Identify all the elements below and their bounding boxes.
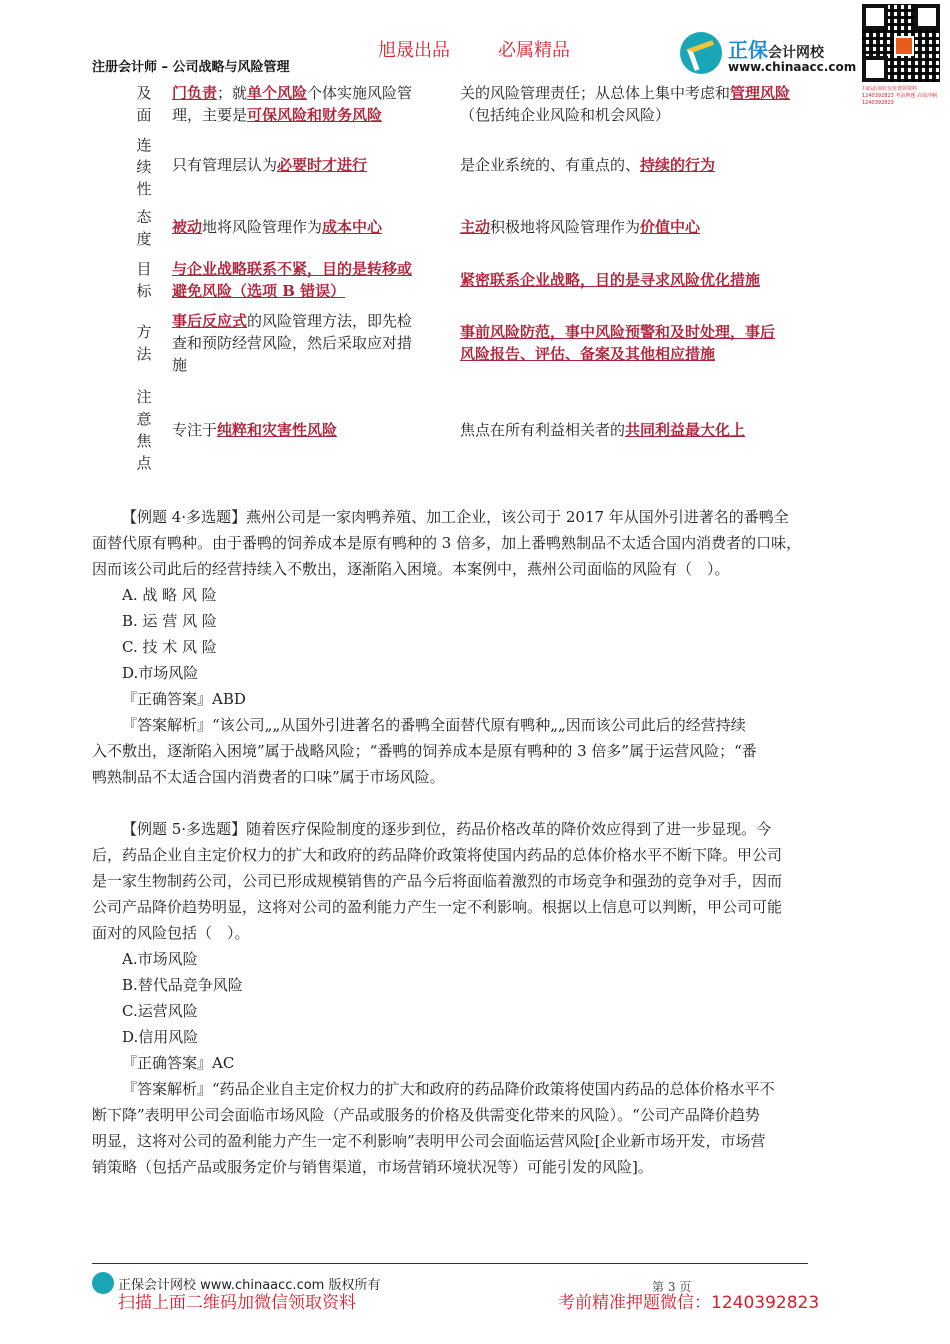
cell-line <box>172 419 452 441</box>
cell-line <box>460 419 830 441</box>
traditional-risk-cell <box>172 82 452 126</box>
key-term: 成本中心 <box>322 218 383 236</box>
enterprise-risk-cell <box>460 216 830 238</box>
plain-text: 焦点在所有利益相关者的 <box>460 421 626 439</box>
key-term: 管理风险 <box>730 84 791 102</box>
plain-text: 只有管理层认为 <box>172 156 278 174</box>
traditional-risk-cell <box>172 258 452 302</box>
qr-caption: 扫码添加好友免费领资料 1240392823 考前押题 高效冲刺 1240392823 <box>862 86 937 106</box>
traditional-risk-cell <box>172 216 452 238</box>
q4-analysis-line: 鸭熟制品不太适合国内消费者的口味”属于市场风险。 <box>92 768 445 786</box>
qr-code-icon <box>862 4 940 82</box>
plain-text: 积极地将风险管理作为 <box>490 218 641 236</box>
plain-text: 施 <box>172 356 188 374</box>
cell-line <box>172 280 452 302</box>
q5-stem-line: 后，药品企业自主定价权力的扩大和政府的药品降价政策将使国内药品的总体价格水平不断下降。甲公司 <box>92 846 783 864</box>
row-label-char: 及 <box>136 84 152 102</box>
logo-emblem-icon <box>680 32 722 74</box>
row-label <box>130 206 158 250</box>
cell-line <box>460 82 830 104</box>
logo-url: www.chinaacc.com <box>728 60 857 74</box>
row-label-char: 焦 <box>136 432 152 450</box>
table-row <box>130 386 830 474</box>
q4-option-b: B. 运 营 风 险 <box>122 612 217 630</box>
key-term: 可保风险和财务风险 <box>247 106 383 124</box>
q5-option-c: C.运营风险 <box>122 1002 198 1020</box>
qr-corner <box>914 4 940 30</box>
enterprise-risk-cell <box>460 82 830 126</box>
cell-line <box>460 269 830 291</box>
key-term: 风险报告、评估、备案及其他相应措施 <box>460 345 716 363</box>
key-term: 单个风险 <box>247 84 308 102</box>
key-term: 必要时才进行 <box>277 156 368 174</box>
cell-line <box>460 343 830 365</box>
plain-text: 地将风险管理作为 <box>202 218 323 236</box>
table-row <box>130 206 830 248</box>
row-label-char: 法 <box>136 345 152 363</box>
plain-text: 是企业系统的、有重点的、 <box>460 156 641 174</box>
table-row <box>130 134 830 196</box>
key-term: 共同利益最大化上 <box>625 421 746 439</box>
cell-line <box>460 104 830 126</box>
cell-line <box>460 154 830 176</box>
footer-divider <box>92 1263 808 1264</box>
table-row <box>130 82 830 126</box>
row-label <box>130 134 158 200</box>
footer-logo-icon <box>92 1272 114 1294</box>
q5-stem-line: 是一家生物制药公司，公司已形成规模销售的产品今后将面临着激烈的市场竞争和强劲的竞争对手，因而 <box>92 872 783 890</box>
q4-analysis-line: 入不敷出，逐渐陷入困境”属于战略风险；“番鸭的饲养成本是原有鸭种的 3 倍多”属于运营风险；“番 <box>92 742 757 760</box>
key-term: 避免风险（选项 B 错误） <box>172 282 346 300</box>
cell-line <box>172 82 452 104</box>
q5-answer: 『正确答案』AC <box>122 1054 235 1072</box>
plain-text: 关的风险管理责任；从总体上集中考虑和 <box>460 84 731 102</box>
row-label-char: 续 <box>136 158 152 176</box>
qr-badge-icon <box>894 36 914 56</box>
cell-line <box>172 154 452 176</box>
row-label <box>130 258 158 302</box>
row-label-char: 态 <box>136 208 152 226</box>
page-number: 第 3 页 <box>652 1280 692 1294</box>
q4-stem-line: 面替代原有鸭种。由于番鸭的饲养成本是原有鸭种的 3 倍多，加上番鸭熟制品不太适合国内消费者的口味， <box>92 534 802 552</box>
cell-line <box>460 321 830 343</box>
qr-corner <box>862 4 888 30</box>
cell-line <box>172 104 452 126</box>
plain-text: 个体实施风险管 <box>307 84 413 102</box>
plain-text: 理，主要是 <box>172 106 248 124</box>
row-label-char: 性 <box>136 180 152 198</box>
plain-text: 查和预防经营风险，然后采取应对措 <box>172 334 413 352</box>
key-term: 持续的行为 <box>640 156 716 174</box>
key-term: 被动 <box>172 218 203 236</box>
key-term: 门负责 <box>172 84 218 102</box>
enterprise-risk-cell <box>460 321 830 365</box>
slogan-left: 旭晟出品 <box>378 40 450 61</box>
q5-analysis-line: 『答案解析』“药品企业自主定价权力的扩大和政府的药品降价政策将使国内药品的总体价格水平不 <box>122 1080 775 1098</box>
plain-text: ；就 <box>217 84 248 102</box>
traditional-risk-cell <box>172 310 452 376</box>
q5-analysis-line: 销策略（包括产品或服务定价与销售渠道，市场营销环境状况等）可能引发的风险]。 <box>92 1158 653 1176</box>
q4-answer: 『正确答案』ABD <box>122 690 246 708</box>
key-term: 事前风险防范，事中风险预警和及时处理，事后 <box>460 323 776 341</box>
footer-copyright: 正保会计网校 www.chinaacc.com 版权所有 <box>118 1278 381 1293</box>
logo-title <box>728 34 824 63</box>
cell-line <box>172 332 452 354</box>
q5-stem-line: 【例题 5·多选题】随着医疗保险制度的逐步到位，药品价格改革的降价效应得到了进一步显现。今 <box>122 820 772 838</box>
qr-corner <box>862 56 888 82</box>
cell-line <box>172 310 452 332</box>
enterprise-risk-cell <box>460 154 830 176</box>
footer-promo-right: 考前精准押题微信：1240392823 <box>558 1293 820 1313</box>
table-row <box>130 310 830 376</box>
key-term: 价值中心 <box>640 218 701 236</box>
cell-line <box>172 354 452 376</box>
traditional-risk-cell <box>172 419 452 441</box>
row-label <box>130 321 158 365</box>
key-term: 事后反应式 <box>172 312 248 330</box>
row-label-char: 方 <box>136 323 152 341</box>
q4-stem-line: 因而该公司此后的经营持续入不敷出，逐渐陷入困境。本案例中，燕州公司面临的风险有（ ）。 <box>92 560 730 578</box>
plain-text: 专注于 <box>172 421 218 439</box>
cell-line <box>460 216 830 238</box>
cell-line <box>172 216 452 238</box>
row-label-char: 标 <box>136 282 152 300</box>
key-term: 与企业战略联系不紧，目的是转移或 <box>172 260 413 278</box>
key-term: 主动 <box>460 218 491 236</box>
q5-analysis-line: 断下降”表明甲公司会面临市场风险（产品或服务的价格及供需变化带来的风险）。“公司产品降价趋势 <box>92 1106 760 1124</box>
row-label-char: 面 <box>136 106 152 124</box>
brand-logo[interactable] <box>676 30 866 80</box>
q4-option-c: C. 技 术 风 险 <box>122 638 217 656</box>
slogan-right: 必属精品 <box>498 40 570 61</box>
footer-promo-left: 扫描上面二维码加微信领取资料 <box>118 1293 356 1313</box>
q5-option-b: B.替代品竞争风险 <box>122 976 243 994</box>
q5-option-d: D.信用风险 <box>122 1028 199 1046</box>
key-term: 紧密联系企业战略，目的是寻求风险优化措施 <box>460 271 761 289</box>
q4-option-d: D.市场风险 <box>122 664 199 682</box>
plain-text: 的风险管理方法，即先检 <box>247 312 413 330</box>
table-row <box>130 258 830 302</box>
plain-text: （包括纯企业风险和机会风险） <box>460 106 671 124</box>
row-label-char: 意 <box>136 410 152 428</box>
q5-analysis-line: 明显，这将对公司的盈利能力产生一定不利影响”表明甲公司会面临运营风险[企业新市场开发，市场营 <box>92 1132 766 1150</box>
q4-option-a: A. 战 略 风 险 <box>122 586 217 604</box>
enterprise-risk-cell <box>460 419 830 441</box>
q5-option-a: A.市场风险 <box>122 950 198 968</box>
row-label-char: 度 <box>136 230 152 248</box>
course-title: 注册会计师 – 公司战略与风险管理 <box>92 60 290 75</box>
row-label-char: 连 <box>136 136 152 154</box>
q4-stem-line: 【例题 4·多选题】燕州公司是一家肉鸭养殖、加工企业，该公司于 2017 年从国外引进著名的番鸭全 <box>122 508 789 526</box>
logo-sub: 会计网校 <box>768 45 824 61</box>
row-label-char: 点 <box>136 454 152 472</box>
q5-stem-line: 公司产品降价趋势明显，这将对公司的盈利能力产生一定不利影响。根据以上信息可以判断，甲公司可能 <box>92 898 783 916</box>
row-label <box>130 386 158 474</box>
cell-line <box>172 258 452 280</box>
row-label-char: 注 <box>136 388 152 406</box>
row-label <box>130 82 158 126</box>
enterprise-risk-cell <box>460 269 830 291</box>
q4-analysis-line: 『答案解析』“该公司„„从国外引进著名的番鸭全面替代原有鸭种„„因而该公司此后的经营持续 <box>122 716 746 734</box>
traditional-risk-cell <box>172 154 452 176</box>
q5-stem-line: 面对的风险包括（ ）。 <box>92 924 250 942</box>
key-term: 纯粹和灾害性风险 <box>217 421 338 439</box>
row-label-char: 目 <box>136 260 152 278</box>
logo-name: 正保 <box>728 38 768 62</box>
